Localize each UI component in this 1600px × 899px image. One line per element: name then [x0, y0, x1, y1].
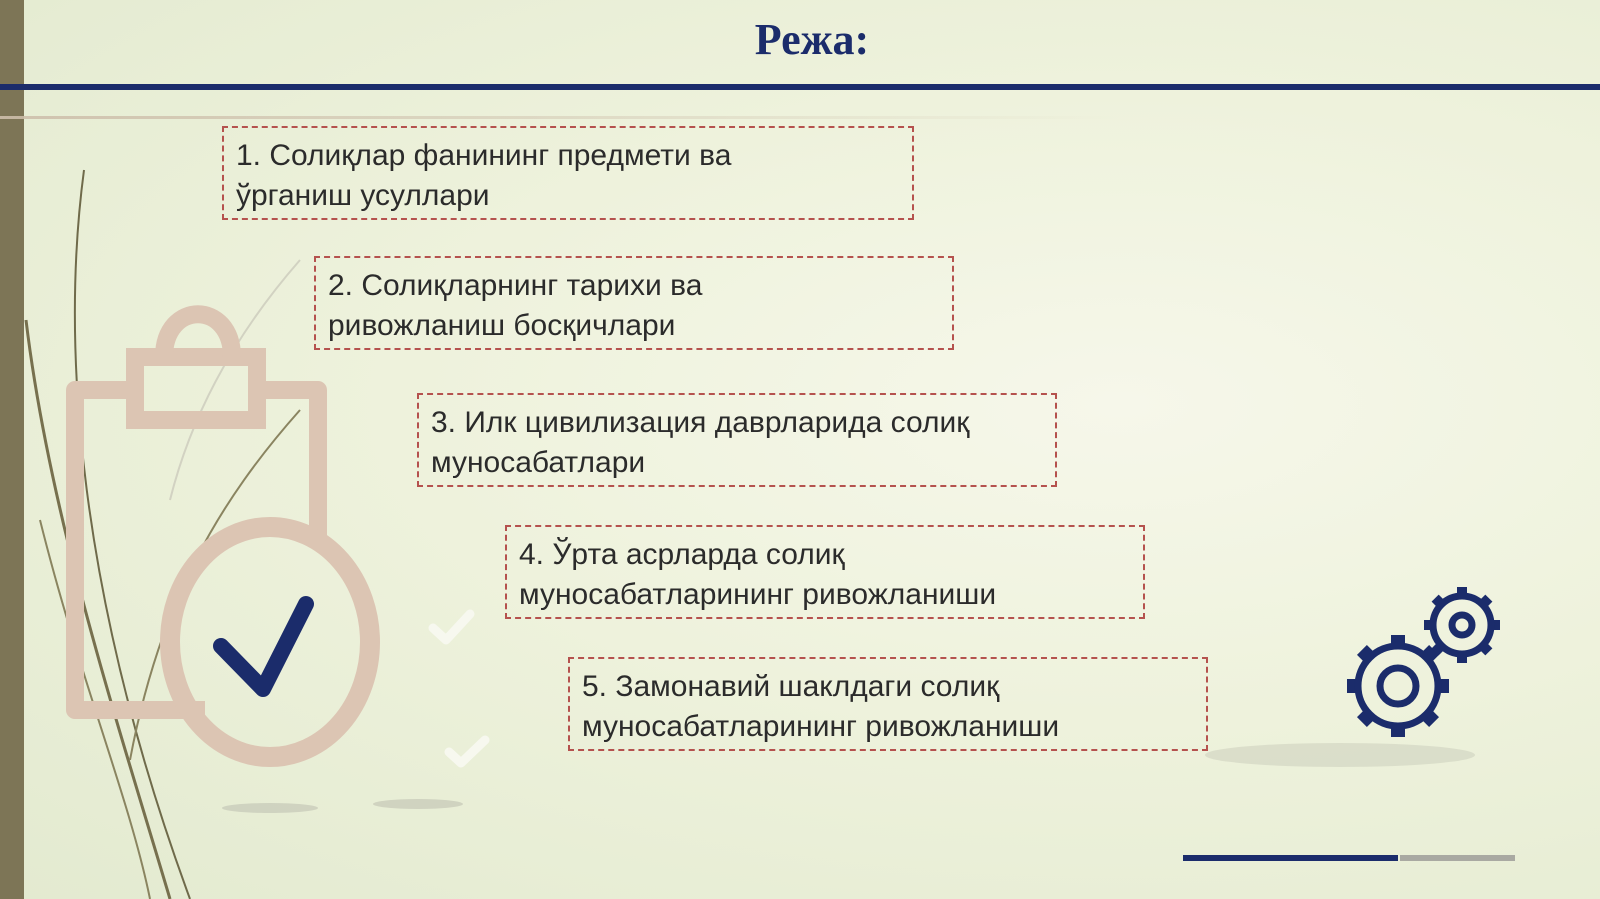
bottom-accent-line	[1183, 855, 1398, 861]
title-divider	[0, 84, 1600, 90]
check-mark-icon	[221, 604, 306, 689]
plan-item-line: муносабатларининг ривожланиши	[519, 578, 997, 611]
faint-check-icon	[449, 740, 485, 763]
faint-check-icon	[433, 614, 470, 640]
divider	[0, 116, 1120, 119]
decor-curve	[75, 170, 190, 899]
plan-item	[222, 126, 914, 220]
plan-item-line: 1. Солиқлар фанининг предмети ва	[236, 139, 732, 172]
plan-item-line: ривожланиш босқичлари	[328, 309, 676, 342]
slide-title: Режа:	[754, 15, 870, 64]
plan-item-line: 5. Замонавий шаклдаги солиқ	[582, 670, 1000, 703]
plan-item	[505, 525, 1145, 619]
shadow	[1205, 743, 1475, 767]
plan-item	[314, 256, 954, 350]
plan-item-line: ўрганиш усуллари	[236, 179, 490, 212]
shadow	[222, 803, 318, 813]
decor-curve	[170, 260, 300, 500]
decor-curve	[26, 320, 170, 899]
clipboard-check-icon	[75, 314, 370, 757]
plan-item	[417, 393, 1057, 487]
plan-item-line: муносабатлари	[431, 446, 646, 479]
plan-item-line: 4. Ўрта асрларда солиқ	[519, 538, 845, 571]
plan-item-line: муносабатларининг ривожланиши	[582, 710, 1060, 743]
shadow	[373, 799, 463, 809]
bottom-accent-line	[1400, 855, 1515, 861]
plan-item	[568, 657, 1208, 751]
plan-item-line: 3. Илк цивилизация даврларида солиқ	[431, 406, 970, 439]
gears-icon	[1347, 587, 1500, 737]
plan-item-line: 2. Солиқларнинг тарихи ва	[328, 269, 703, 302]
